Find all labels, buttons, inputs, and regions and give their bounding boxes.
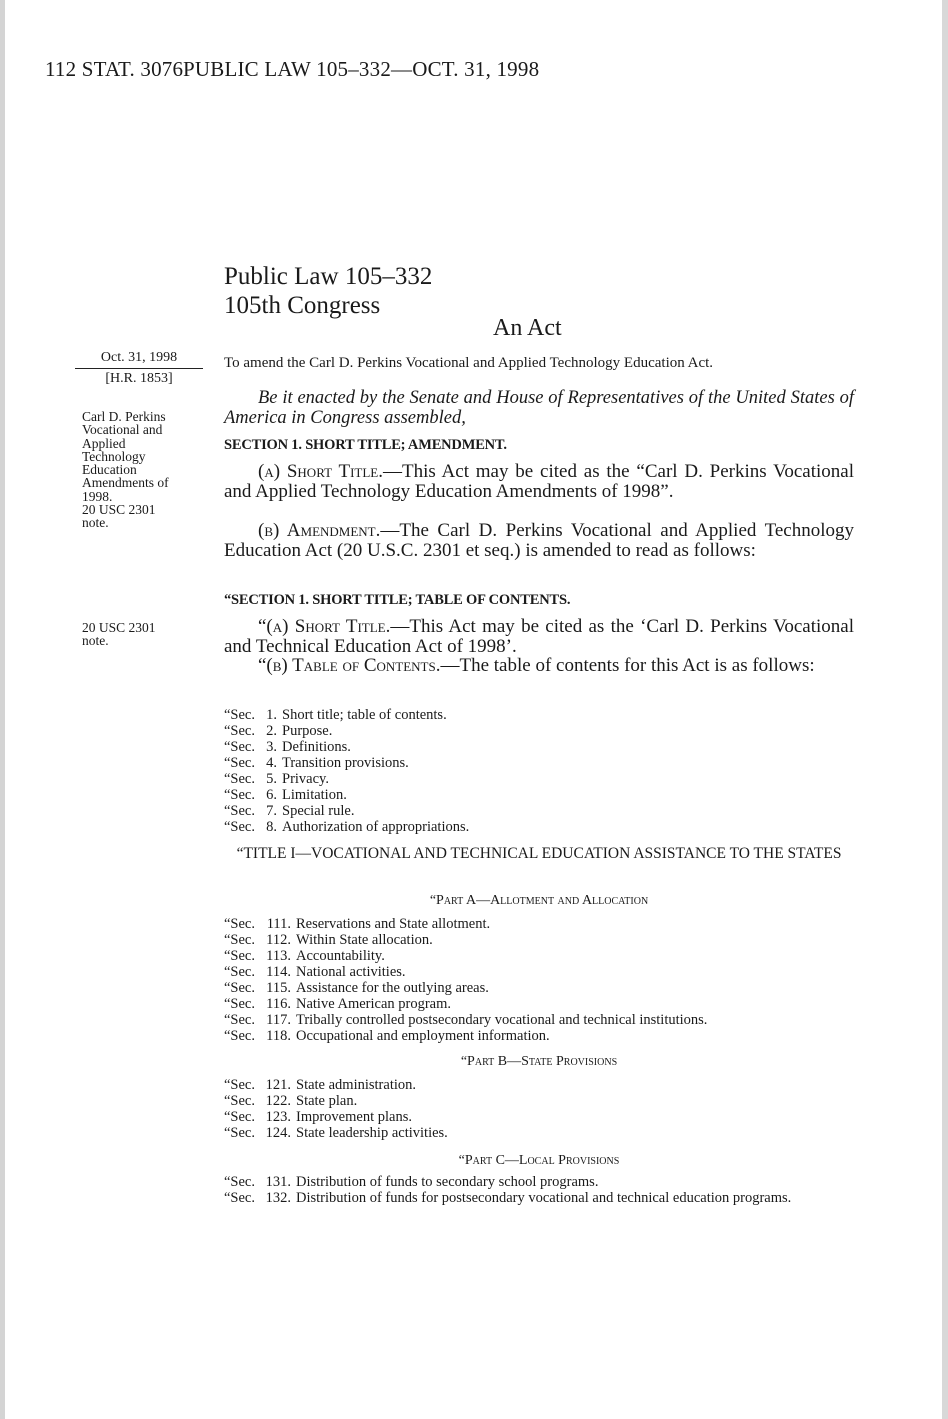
- toc-sec-label: “Sec.: [224, 1190, 255, 1206]
- toc-sec-label: “Sec.: [224, 707, 255, 723]
- toc-sec-number: 113.: [266, 948, 291, 964]
- toc-entry: [224, 1028, 854, 1044]
- purpose-statement: To amend the Carl D. Perkins Vocational and Applied Technology Education Act.: [224, 355, 714, 371]
- toc-entry: [224, 707, 854, 723]
- toc-entry: [224, 771, 854, 787]
- toc-sec-title: Assistance for the outlying areas.: [296, 980, 489, 996]
- toc-entry: [224, 996, 854, 1012]
- margin-note-line: Education: [82, 462, 137, 478]
- section-heading: SECTION 1. SHORT TITLE; AMENDMENT.: [224, 437, 507, 453]
- quoted-section-heading: “SECTION 1. SHORT TITLE; TABLE OF CONTENTS.: [224, 592, 571, 608]
- toc-sec-number: 3.: [266, 739, 277, 755]
- toc-sec-label: “Sec.: [224, 948, 255, 964]
- toc-sec-label: “Sec.: [224, 739, 255, 755]
- toc-sec-label: “Sec.: [224, 1109, 255, 1125]
- paragraph-label: “(a) Short Title.: [258, 616, 391, 637]
- toc-sec-number: 117.: [266, 1012, 291, 1028]
- toc-sec-number: 115.: [266, 980, 291, 996]
- enacting-clause: Be it enacted by the Senate and House of Representatives of the United States of America in Congress assembled,: [224, 388, 854, 428]
- law-title-block: [224, 262, 432, 320]
- enactment-date: Oct. 31, 1998: [100, 350, 178, 365]
- toc-sec-title: Privacy.: [282, 771, 329, 787]
- toc-sec-number: 112.: [266, 932, 291, 948]
- toc-sec-label: “Sec.: [224, 819, 255, 835]
- toc-sec-title: Special rule.: [282, 803, 355, 819]
- toc-sec-title: Distribution of funds to secondary school programs.: [296, 1174, 599, 1190]
- toc-entry: [224, 1125, 854, 1141]
- paragraph-short-title: [224, 462, 854, 501]
- toc-part-b: [224, 1077, 854, 1141]
- toc-entry: [224, 964, 854, 980]
- margin-note-line: 20 USC 2301: [82, 620, 156, 635]
- toc-sec-number: 122.: [265, 1093, 291, 1109]
- toc-entry: [224, 948, 854, 964]
- toc-sec-number: 132.: [265, 1190, 291, 1206]
- paragraph-text: —The table of contents for this Act is as follows:: [440, 655, 815, 676]
- toc-sec-title: Distribution of funds for postsecondary vocational and technical education programs.: [296, 1190, 792, 1206]
- toc-sec-title: Native American program.: [296, 996, 452, 1012]
- toc-part-a: [224, 916, 854, 1044]
- toc-entry: [224, 1190, 854, 1206]
- toc-sec-number: 7.: [266, 803, 277, 819]
- paragraph-text: —This Act may be cited as the “Carl D. Perkins Vocational and Applied Technology Education Amendments of 1998”.: [224, 461, 854, 502]
- toc-general: [224, 707, 854, 835]
- toc-sec-label: “Sec.: [224, 996, 255, 1012]
- paragraph-amendment: [224, 521, 854, 560]
- part-b-heading: “Part B—State Provisions: [460, 1054, 618, 1069]
- toc-part-c: [224, 1174, 854, 1206]
- margin-note-short-title: [82, 410, 202, 530]
- congress-number: 105th Congress: [224, 292, 381, 319]
- toc-sec-number: 123.: [265, 1109, 291, 1125]
- toc-sec-title: National activities.: [296, 964, 406, 980]
- scan-edge-right: [942, 0, 948, 1419]
- paragraph-label: (a) Short Title.: [258, 461, 383, 482]
- toc-entry: [224, 755, 854, 771]
- quoted-paragraph-toc: [224, 656, 854, 676]
- toc-sec-title: Improvement plans.: [296, 1109, 412, 1125]
- toc-sec-title: Within State allocation.: [296, 932, 433, 948]
- toc-sec-label: “Sec.: [224, 1093, 255, 1109]
- toc-sec-label: “Sec.: [224, 916, 255, 932]
- part-a-heading: “Part A—Allotment and Allocation: [429, 893, 649, 908]
- toc-sec-number: 131.: [265, 1174, 291, 1190]
- toc-sec-number: 8.: [266, 819, 277, 835]
- toc-entry: [224, 980, 854, 996]
- toc-entry: [224, 1174, 854, 1190]
- part-c-heading: “Part C—Local Provisions: [458, 1153, 620, 1168]
- toc-sec-number: 118.: [266, 1028, 291, 1044]
- toc-sec-number: 4.: [266, 755, 277, 771]
- toc-sec-title: Occupational and employment information.: [296, 1028, 550, 1044]
- margin-rule: [75, 368, 203, 369]
- toc-sec-title: State plan.: [296, 1093, 358, 1109]
- toc-sec-label: “Sec.: [224, 803, 255, 819]
- paragraph-label: (b) Amendment.: [258, 520, 381, 541]
- margin-date-block: [75, 349, 203, 387]
- toc-sec-label: “Sec.: [224, 723, 255, 739]
- toc-sec-label: “Sec.: [224, 932, 255, 948]
- toc-sec-title: State administration.: [296, 1077, 417, 1093]
- toc-entry: [224, 723, 854, 739]
- toc-sec-label: “Sec.: [224, 787, 255, 803]
- toc-sec-title: Definitions.: [282, 739, 351, 755]
- quoted-paragraph-short-title: [224, 617, 854, 656]
- toc-sec-label: “Sec.: [224, 1125, 255, 1141]
- toc-sec-label: “Sec.: [224, 1012, 255, 1028]
- toc-entry: [224, 916, 854, 932]
- toc-sec-label: “Sec.: [224, 771, 255, 787]
- margin-note-usc: [82, 621, 202, 648]
- toc-sec-number: 124.: [265, 1125, 291, 1141]
- toc-sec-label: “Sec.: [224, 964, 255, 980]
- paragraph-text: —The Carl D. Perkins Vocational and Applied Technology Education Act (20 U.S.C. 2301 et seq.) is amended to read as follows:: [224, 520, 854, 561]
- toc-sec-number: 121.: [265, 1077, 291, 1093]
- toc-entry: [224, 739, 854, 755]
- toc-sec-label: “Sec.: [224, 980, 255, 996]
- toc-entry: [224, 1012, 854, 1028]
- toc-entry: [224, 1077, 854, 1093]
- toc-sec-title: Accountability.: [296, 948, 385, 964]
- margin-note-line: 1998.: [82, 488, 113, 504]
- toc-sec-title: Purpose.: [282, 723, 333, 739]
- toc-entry: [224, 803, 854, 819]
- title-i-heading: “TITLE I—VOCATIONAL AND TECHNICAL EDUCATION ASSISTANCE TO THE STATES: [236, 845, 842, 862]
- margin-note-line: Vocational and: [82, 422, 163, 438]
- toc-sec-number: 1.: [266, 707, 277, 723]
- scan-edge-left: [0, 0, 5, 1419]
- toc-entry: [224, 932, 854, 948]
- toc-sec-number: 116.: [266, 996, 291, 1012]
- paragraph-text: —This Act may be cited as the ‘Carl D. Perkins Vocational and Technical Education Act of 1998’.: [224, 616, 854, 657]
- toc-sec-title: Authorization of appropriations.: [282, 819, 470, 835]
- toc-sec-label: “Sec.: [224, 1077, 255, 1093]
- toc-sec-number: 111.: [266, 916, 291, 932]
- toc-sec-title: Short title; table of contents.: [282, 707, 447, 723]
- margin-note-line: Carl D. Perkins: [82, 409, 166, 424]
- toc-entry: [224, 1093, 854, 1109]
- bill-number: [H.R. 1853]: [105, 371, 173, 386]
- stat-citation: 112 STAT. 3076: [45, 57, 184, 81]
- margin-note-line: Technology: [82, 448, 146, 464]
- toc-entry: [224, 787, 854, 803]
- toc-sec-label: “Sec.: [224, 1028, 255, 1044]
- toc-entry: [224, 1109, 854, 1125]
- toc-sec-number: 6.: [266, 787, 277, 803]
- paragraph-label: “(b) Table of Contents.: [258, 655, 441, 676]
- margin-note-line: note.: [82, 633, 109, 649]
- toc-sec-title: Transition provisions.: [282, 755, 409, 771]
- act-heading: An Act: [493, 315, 562, 341]
- toc-entry: [224, 819, 854, 835]
- law-citation-header: PUBLIC LAW 105–332—OCT. 31, 1998: [183, 57, 540, 81]
- toc-sec-number: 2.: [266, 723, 277, 739]
- margin-note-line: note.: [82, 515, 109, 531]
- toc-sec-number: 114.: [266, 964, 291, 980]
- toc-sec-label: “Sec.: [224, 755, 255, 771]
- toc-sec-title: Limitation.: [282, 787, 347, 803]
- toc-sec-title: Tribally controlled postsecondary vocational and technical institutions.: [296, 1012, 708, 1028]
- toc-sec-title: Reservations and State allotment.: [296, 916, 491, 932]
- toc-sec-title: State leadership activities.: [296, 1125, 448, 1141]
- margin-note-line: Applied: [82, 435, 126, 451]
- law-number: Public Law 105–332: [224, 263, 433, 290]
- margin-note-line: Amendments of: [82, 475, 169, 491]
- margin-note-line: 20 USC 2301: [82, 502, 156, 518]
- toc-sec-label: “Sec.: [224, 1174, 255, 1190]
- toc-sec-number: 5.: [266, 771, 277, 787]
